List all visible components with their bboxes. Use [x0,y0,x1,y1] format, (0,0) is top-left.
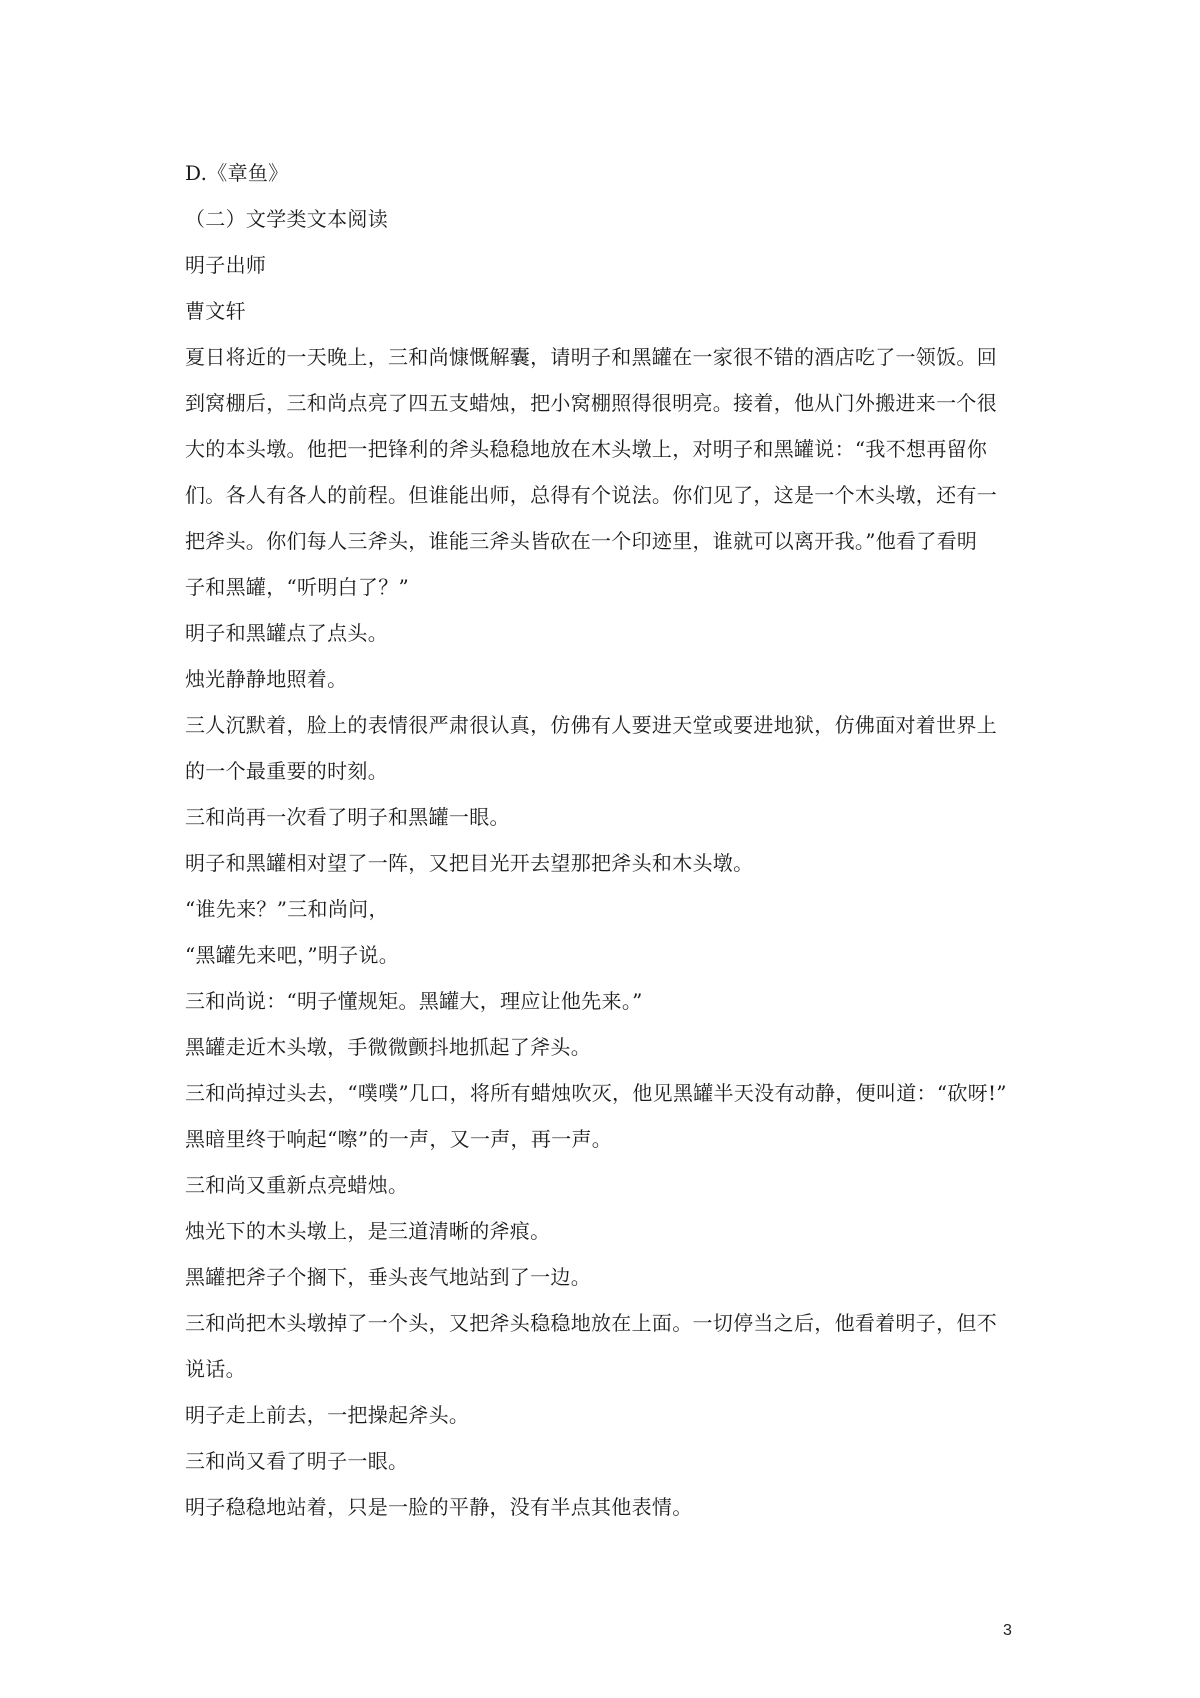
text-line: 三和尚又重新点亮蜡烛。 [185,1173,409,1197]
text-line: 三和尚又看了明子一眼。 [185,1449,409,1473]
document-body [185,150,1030,1530]
text-line: 明子走上前去，一把操起斧头。 [185,1403,470,1427]
option-d-line: D.《章鱼》 [185,161,289,185]
text-line: 三人沉默着，脸上的表情很严肃很认真，仿佛有人要进天堂或要进地狱，仿佛面对着世界上 [185,713,997,737]
text-line: 明子和黑罐相对望了一阵，又把目光开去望那把斧头和木头墩。 [185,851,754,875]
text-line: “黑罐先来吧，”明子说。 [185,943,400,967]
text-line: “谁先来？”三和尚问， [185,897,389,921]
text-line: 黑暗里终于响起“嚓”的一声，又一声，再一声。 [185,1127,613,1151]
page-number: 3 [1003,1622,1012,1639]
text-line: 的一个最重要的时刻。 [185,759,388,783]
section-heading: （二）文学类文本阅读 [185,207,388,231]
text-line: 烛光下的木头墩上，是三道清晰的斧痕。 [185,1219,551,1243]
story-title: 明子出师 [185,253,267,277]
text-line: 把斧头。你们每人三斧头，谁能三斧头皆砍在一个印迹里，谁就可以离开我。”他看了看明 [185,529,978,553]
text-line: 黑罐走近木头墩，手微微颤抖地抓起了斧头。 [185,1035,591,1059]
text-line: 三和尚说：“明子懂规矩。黑罐大，理应让他先来。” [185,989,643,1013]
story-author: 曹文轩 [185,299,246,323]
text-line: 三和尚把木头墩掉了一个头，又把斧头稳稳地放在上面。一切停当之后，他看着明子，但不 [185,1311,997,1335]
text-line: 说话。 [185,1357,246,1381]
text-line: 烛光静静地照着。 [185,667,348,691]
text-line: 明子稳稳地站着，只是一脸的平静，没有半点其他表情。 [185,1495,693,1519]
text-line: 子和黑罐，“听明白了？” [185,575,410,599]
text-line: 大的本头墩。他把一把锋利的斧头稳稳地放在木头墩上，对明子和黑罐说：“我不想再留你 [185,437,988,461]
text-line: 夏日将近的一天晚上，三和尚慷慨解囊，请明子和黑罐在一家很不错的酒店吃了一领饭。回 [185,345,997,369]
text-line: 黑罐把斧子个搁下，垂头丧气地站到了一边。 [185,1265,591,1289]
text-line: 到窝棚后，三和尚点亮了四五支蜡烛，把小窝棚照得很明亮。接着，他从门外搬进来一个很 [185,391,997,415]
text-line: 三和尚掉过头去，“噗噗”几口，将所有蜡烛吹灭，他见黑罐半天没有动静，便叫道：“砍呀!” [185,1081,1007,1105]
text-line: 三和尚再一次看了明子和黑罐一眼。 [185,805,510,829]
text-line: 们。各人有各人的前程。但谁能出师，总得有个说法。你们见了，这是一个木头墩，还有一 [185,483,997,507]
text-line: 明子和黑罐点了点头。 [185,621,388,645]
